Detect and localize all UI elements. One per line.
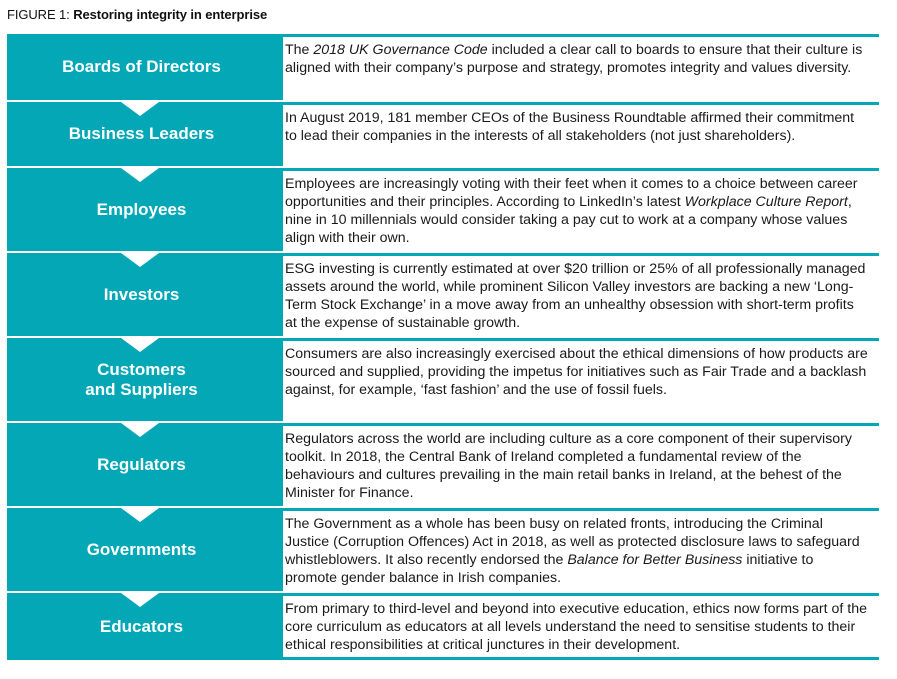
stakeholder-description	[276, 593, 879, 660]
description-text: From primary to third-level and beyond into executive education, ethics now forms part of the core curriculum as educators at all levels understand the need to sensitise students to their ethical responsibilities at critical junctures in their development.	[285, 601, 867, 653]
description-text: The	[285, 42, 314, 58]
stakeholder-description	[276, 102, 879, 166]
italic-title-text: Workplace Culture Report	[684, 194, 848, 210]
stakeholder-description	[276, 168, 879, 251]
stakeholder-label: Business Leaders	[68, 124, 215, 143]
stakeholder-label: Educators	[99, 616, 184, 636]
description-text: initiative to promote gender balance in Irish companies.	[285, 552, 814, 586]
stakeholder-row	[7, 593, 879, 660]
stakeholder-row	[7, 168, 879, 251]
down-triangle-icon	[121, 508, 159, 522]
down-triangle-icon	[121, 593, 159, 607]
down-triangle-icon	[121, 338, 159, 352]
stakeholder-description	[276, 253, 879, 336]
description-text: Employees are increasingly voting with their feet when it comes to a choice between career opportunities and their principles. According to LinkedIn’s latest	[285, 176, 858, 210]
stakeholder-row	[7, 34, 879, 100]
italic-title-text: Balance for Better Business	[567, 552, 743, 568]
stakeholder-row	[7, 423, 879, 506]
description-text: Consumers are also increasingly exercised about the ethical dimensions of how products are sourced and supplied, providing the impetus for initiatives such as Fair Trade and a backlash against, for example, ‘fast fashion’ and the use of fossil fuels.	[285, 346, 868, 398]
italic-title-text: 2018 UK Governance Code	[313, 42, 488, 58]
stakeholder-label-cell	[7, 168, 276, 251]
stakeholder-label-line: and Suppliers	[85, 379, 198, 399]
stakeholder-label: Governments	[86, 539, 197, 559]
figure-caption	[7, 7, 267, 23]
stakeholder-label-cell	[7, 508, 276, 591]
stakeholder-label-cell	[7, 593, 276, 660]
down-triangle-icon	[121, 168, 159, 182]
stakeholder-row	[7, 253, 879, 336]
stakeholder-description	[276, 508, 879, 591]
description-text: , nine in 10 millennials would consider taking a pay cut to work at a company whose values align with their own.	[285, 194, 852, 246]
stakeholder-label-cell	[7, 102, 276, 166]
stakeholder-description	[276, 423, 879, 506]
stakeholder-label-cell	[7, 423, 276, 506]
stakeholder-label: Regulators	[97, 454, 186, 474]
figure-title: Restoring integrity in enterprise	[73, 7, 268, 22]
stakeholder-row	[7, 508, 879, 591]
stakeholder-label-line: Customers	[97, 359, 186, 379]
figure-number: FIGURE 1:	[7, 7, 70, 22]
stakeholder-label: Investors	[103, 284, 180, 304]
down-triangle-icon	[121, 423, 159, 437]
stakeholder-description	[276, 338, 879, 421]
stakeholder-label: Employees	[96, 199, 187, 219]
description-text: In August 2019, 181 member CEOs of the Business Roundtable affirmed their commitment to lead their companies in the interests of all stakeholders (not just shareholders).	[285, 110, 855, 144]
stakeholder-label-cell	[7, 34, 276, 100]
description-text: ESG investing is currently estimated at over $20 trillion or 25% of all professionally managed assets around the world, while prominent Silicon Valley investors are backing a new ‘Long-Term Stock Exchange’ in a move away from an unhealthy obsession with short-term profits at the expense of sustainable growth.	[285, 261, 866, 331]
description-text: Regulators across the world are including culture as a core component of their supervisory toolkit. In 2018, the Central Bank of Ireland completed a fundamental review of the behaviours and cultures prevailing in the main retail banks in Ireland, at the behest of the Minister for Finance.	[285, 431, 852, 501]
description-text: included a clear call to boards to ensure that their culture is aligned with their company’s purpose and strategy, promotes integrity and values diversity.	[285, 42, 863, 76]
stakeholder-row	[7, 102, 879, 166]
stakeholder-description	[276, 34, 879, 100]
stakeholder-table	[7, 34, 879, 662]
stakeholder-row	[7, 338, 879, 421]
stakeholder-label-cell	[7, 253, 276, 336]
stakeholder-label	[85, 360, 197, 400]
down-triangle-icon	[121, 102, 159, 116]
description-text: The Government as a whole has been busy on related fronts, introducing the Criminal Justice (Corruption Offences) Act in 2018, as well as protected disclosure laws to safeguard whistleblowers. It also recently endorsed the	[285, 516, 860, 568]
stakeholder-label: Boards of Directors	[62, 57, 221, 76]
stakeholder-label-cell	[7, 338, 276, 421]
down-triangle-icon	[121, 253, 159, 267]
